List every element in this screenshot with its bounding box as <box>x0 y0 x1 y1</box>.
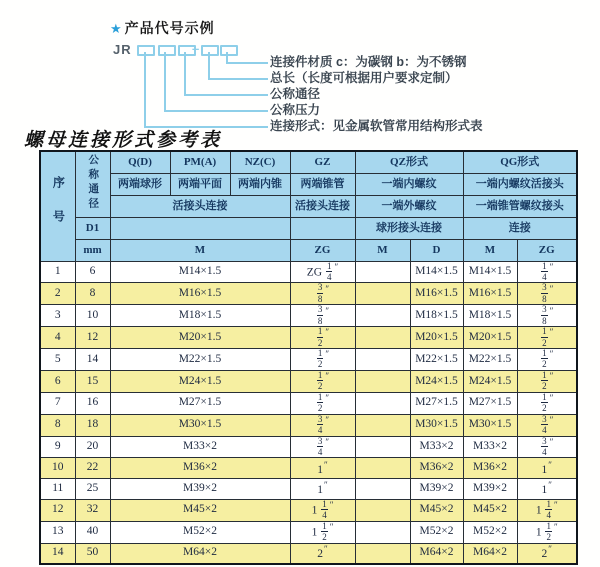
table-body <box>40 261 577 564</box>
connector-line-5 <box>226 52 268 64</box>
cell-qg-m: M33×2 <box>463 436 517 458</box>
header-pm: PM(A) <box>170 151 230 173</box>
cell-m: M45×2 <box>110 499 290 521</box>
cell-m: M16×1.5 <box>110 283 290 305</box>
header-blank-mid <box>110 217 290 239</box>
cell-qz-d: M33×2 <box>410 436 463 458</box>
cell-qg-m: M16×1.5 <box>463 283 517 305</box>
header-qg-m: M <box>463 239 517 261</box>
header-d1: D1 <box>75 217 110 239</box>
table-header <box>40 151 577 261</box>
cell-m: M18×1.5 <box>110 305 290 327</box>
cell-qg-zg: 1″ <box>517 458 577 479</box>
header-union-connection: 活接头连接 <box>110 195 290 217</box>
cell-m: M30×1.5 <box>110 414 290 436</box>
cell-seq: 14 <box>40 543 75 564</box>
cell-seq: 12 <box>40 499 75 521</box>
header-gz: GZ <box>290 151 355 173</box>
cell-qg-m: M39×2 <box>463 479 517 500</box>
cell-gz: $\frac{1}{2}$ ″ <box>290 349 355 371</box>
header-m-unit: M <box>110 239 290 261</box>
cell-seq: 10 <box>40 458 75 479</box>
cell-qz-m <box>355 305 410 327</box>
cell-m: M33×2 <box>110 436 290 458</box>
cell-dn: 32 <box>75 499 110 521</box>
cell-seq: 8 <box>40 414 75 436</box>
cell-qz-d: M18×1.5 <box>410 305 463 327</box>
cell-seq: 3 <box>40 305 75 327</box>
cell-dn: 8 <box>75 283 110 305</box>
cell-gz: $\frac{3}{4}$ ″ <box>290 436 355 458</box>
cell-qg-m: M18×1.5 <box>463 305 517 327</box>
header-blank-gz <box>290 217 355 239</box>
table-row <box>40 479 577 500</box>
cell-gz: 1 $\frac{1}{2}$ ″ <box>290 521 355 543</box>
header-mm: mm <box>75 239 110 261</box>
cell-seq: 7 <box>40 392 75 414</box>
cell-gz: $\frac{3}{4}$ ″ <box>290 414 355 436</box>
header-qz-sub1: 一端内螺纹 <box>355 173 463 195</box>
nut-connection-reference-table <box>39 150 578 565</box>
diagram-title-text: 产品代号示例 <box>124 20 215 36</box>
cell-qg-zg: 1 $\frac{1}{4}$ ″ <box>517 499 577 521</box>
table-row <box>40 349 577 371</box>
header-q-sub: 两端球形 <box>110 173 170 195</box>
cell-qg-m: M14×1.5 <box>463 261 517 283</box>
cell-qz-d: M14×1.5 <box>410 261 463 283</box>
cell-dn: 20 <box>75 436 110 458</box>
cell-m: M22×1.5 <box>110 349 290 371</box>
cell-qz-m <box>355 327 410 349</box>
cell-gz: $\frac{1}{2}$ ″ <box>290 327 355 349</box>
cell-dn: 50 <box>75 543 110 564</box>
cell-dn: 14 <box>75 349 110 371</box>
cell-qg-m: M52×2 <box>463 521 517 543</box>
cell-qz-m <box>355 436 410 458</box>
cell-gz: ZG $\frac{1}{4}$ ″ <box>290 261 355 283</box>
cell-dn: 10 <box>75 305 110 327</box>
cell-qg-zg: $\frac{1}{2}$ ″ <box>517 370 577 392</box>
header-nz-sub: 两端内锥 <box>230 173 290 195</box>
cell-qg-zg: $\frac{1}{2}$ ″ <box>517 349 577 371</box>
header-seq-text: 序号 <box>51 175 66 244</box>
cell-seq: 11 <box>40 479 75 500</box>
code-dash: – <box>192 41 200 56</box>
cell-qg-m: M24×1.5 <box>463 370 517 392</box>
header-dn <box>75 151 110 217</box>
cell-qg-zg: $\frac{1}{2}$ ″ <box>517 327 577 349</box>
cell-qz-m <box>355 370 410 392</box>
cell-seq: 2 <box>40 283 75 305</box>
header-qz: QZ形式 <box>355 151 463 173</box>
cell-qz-d: M36×2 <box>410 458 463 479</box>
table-row <box>40 283 577 305</box>
header-q: Q(D) <box>110 151 170 173</box>
cell-qz-m <box>355 458 410 479</box>
header-qg-sub2: 一端锥管螺纹接头 <box>463 195 577 217</box>
cell-qg-zg: $\frac{3}{4}$ ″ <box>517 436 577 458</box>
table-row <box>40 414 577 436</box>
cell-qz-d: M45×2 <box>410 499 463 521</box>
table-row <box>40 305 577 327</box>
cell-qg-zg: 2″ <box>517 543 577 564</box>
cell-m: M20×1.5 <box>110 327 290 349</box>
cell-qg-zg: $\frac{1}{2}$ ″ <box>517 392 577 414</box>
cell-seq: 5 <box>40 349 75 371</box>
legend-material: 连接件材质 c：为碳钢 b：为不锈钢 <box>270 55 467 69</box>
header-gz-sub: 两端锥管 <box>290 173 355 195</box>
cell-qz-m <box>355 499 410 521</box>
cell-qz-m <box>355 261 410 283</box>
cell-seq: 1 <box>40 261 75 283</box>
cell-qz-d: M24×1.5 <box>410 370 463 392</box>
legend-connection-type: 连接形式：见金属软管常用结构形式表 <box>270 119 483 133</box>
header-qz-connection: 球形接头连接 <box>355 217 463 239</box>
cell-qz-d: M30×1.5 <box>410 414 463 436</box>
cell-gz: $\frac{1}{2}$ ″ <box>290 392 355 414</box>
cell-dn: 16 <box>75 392 110 414</box>
cell-gz: 1″ <box>290 479 355 500</box>
cell-seq: 6 <box>40 370 75 392</box>
cell-seq: 4 <box>40 327 75 349</box>
table-row <box>40 327 577 349</box>
cell-qg-m: M22×1.5 <box>463 349 517 371</box>
cell-m: M24×1.5 <box>110 370 290 392</box>
cell-dn: 6 <box>75 261 110 283</box>
cell-qz-m <box>355 283 410 305</box>
table-row <box>40 370 577 392</box>
cell-qz-d: M52×2 <box>410 521 463 543</box>
header-nz: NZ(C) <box>230 151 290 173</box>
cell-qz-d: M20×1.5 <box>410 327 463 349</box>
header-gz-connection: 活接头连接 <box>290 195 355 217</box>
cell-qz-d: M64×2 <box>410 543 463 564</box>
cell-qz-m <box>355 414 410 436</box>
cell-qg-zg: 1 $\frac{1}{2}$ ″ <box>517 521 577 543</box>
cell-dn: 40 <box>75 521 110 543</box>
header-qg: QG形式 <box>463 151 577 173</box>
product-code-prefix: JR <box>113 42 132 57</box>
header-dn-text: 公称通径 <box>87 153 99 212</box>
cell-qg-zg: $\frac{1}{4}$ ″ <box>517 261 577 283</box>
cell-m: M36×2 <box>110 458 290 479</box>
cell-m: M64×2 <box>110 543 290 564</box>
diagram-title <box>110 18 215 38</box>
cell-seq: 9 <box>40 436 75 458</box>
header-qg-zg: ZG <box>517 239 577 261</box>
cell-qg-m: M20×1.5 <box>463 327 517 349</box>
table-row <box>40 261 577 283</box>
cell-gz: 2″ <box>290 543 355 564</box>
header-gz-unit: ZG <box>290 239 355 261</box>
cell-qg-zg: $\frac{3}{8}$ ″ <box>517 283 577 305</box>
header-qz-sub2: 一端外螺纹 <box>355 195 463 217</box>
cell-gz: $\frac{3}{8}$ ″ <box>290 305 355 327</box>
cell-qg-m: M36×2 <box>463 458 517 479</box>
cell-gz: $\frac{3}{8}$ ″ <box>290 283 355 305</box>
cell-m: M52×2 <box>110 521 290 543</box>
cell-dn: 25 <box>75 479 110 500</box>
legend-nominal-pressure: 公称压力 <box>270 103 321 117</box>
cell-gz: 1 $\frac{1}{4}$ ″ <box>290 499 355 521</box>
cell-gz: $\frac{1}{2}$ ″ <box>290 370 355 392</box>
code-legend <box>270 54 483 134</box>
cell-dn: 15 <box>75 370 110 392</box>
header-seq <box>40 151 75 261</box>
cell-dn: 12 <box>75 327 110 349</box>
header-qz-d: D <box>410 239 463 261</box>
cell-qg-m: M27×1.5 <box>463 392 517 414</box>
header-qg-connection: 连接 <box>463 217 577 239</box>
table-row <box>40 436 577 458</box>
cell-qg-zg: 1″ <box>517 479 577 500</box>
cell-qz-d: M39×2 <box>410 479 463 500</box>
cell-dn: 22 <box>75 458 110 479</box>
cell-qz-d: M16×1.5 <box>410 283 463 305</box>
header-pm-sub: 两端平面 <box>170 173 230 195</box>
cell-gz: 1″ <box>290 458 355 479</box>
table-row <box>40 521 577 543</box>
cell-qz-m <box>355 479 410 500</box>
header-qg-sub1: 一端内螺纹活接头 <box>463 173 577 195</box>
cell-qg-zg: $\frac{3}{8}$ ″ <box>517 305 577 327</box>
table-row <box>40 499 577 521</box>
cell-qg-m: M45×2 <box>463 499 517 521</box>
legend-length: 总长（长度可根据用户要求定制） <box>270 71 458 85</box>
cell-qg-zg: $\frac{3}{4}$ ″ <box>517 414 577 436</box>
legend-nominal-diameter: 公称通径 <box>270 87 321 101</box>
cell-m: M27×1.5 <box>110 392 290 414</box>
cell-qg-m: M30×1.5 <box>463 414 517 436</box>
table-row <box>40 392 577 414</box>
cell-qz-m <box>355 543 410 564</box>
cell-qz-m <box>355 521 410 543</box>
star-icon: ★ <box>110 21 123 36</box>
cell-qz-d: M22×1.5 <box>410 349 463 371</box>
table-row <box>40 543 577 564</box>
cell-qz-m <box>355 392 410 414</box>
cell-dn: 18 <box>75 414 110 436</box>
cell-m: M39×2 <box>110 479 290 500</box>
header-qz-m: M <box>355 239 410 261</box>
cell-qz-m <box>355 349 410 371</box>
cell-qz-d: M27×1.5 <box>410 392 463 414</box>
cell-m: M14×1.5 <box>110 261 290 283</box>
table-title: 螺母连接形式参考表 <box>24 130 223 151</box>
table-row <box>40 458 577 479</box>
cell-seq: 13 <box>40 521 75 543</box>
cell-qg-m: M64×2 <box>463 543 517 564</box>
